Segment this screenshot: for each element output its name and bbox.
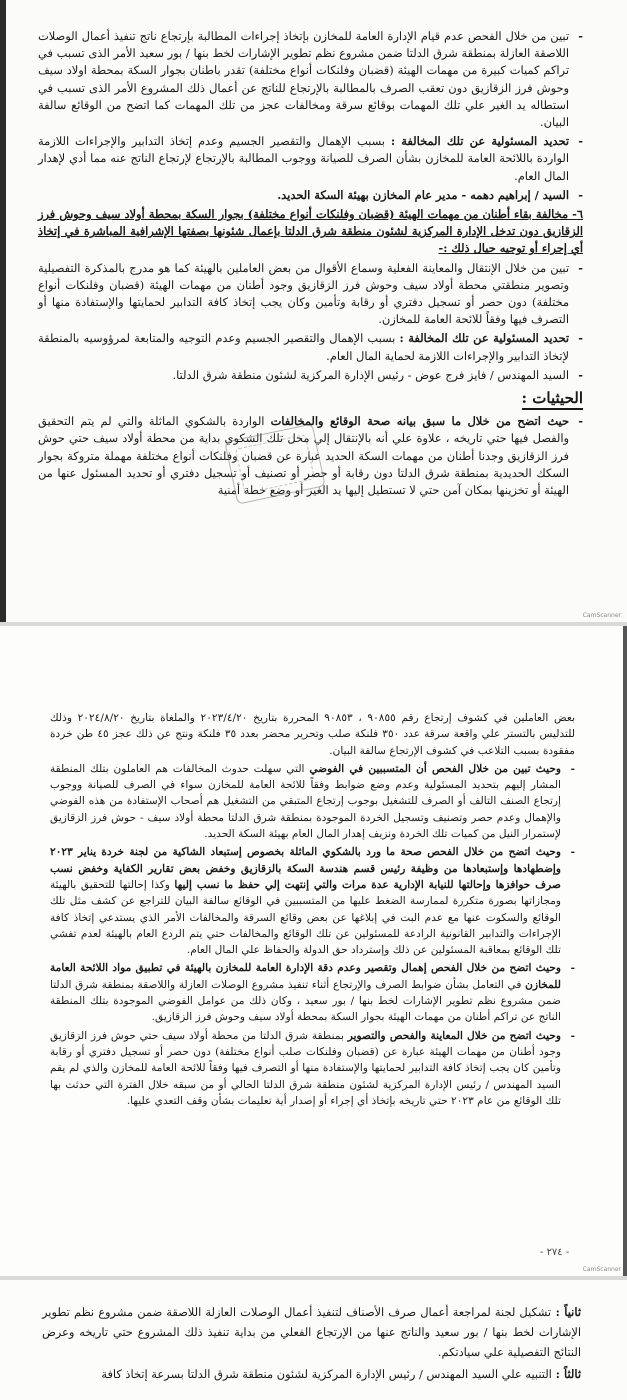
paragraph-bold-lead: ٦- مخالفة بقاء أطنان من مهمات الهيئة (قضبان وفلنكات أنواع مختلفة) بجوار السكة بمحطة أولاد سيف وحوش فرز الزقازيق دون تدخل الإدارة المركزية لشئون منطقة شرق الدلتا بإعمال شئونها بصفتها الإشرافية المباشرة في إتخاذ أي إجراء أو توجيه حيال ذلك :- (38, 207, 583, 256)
section-heading-text: الحيثيات : (522, 389, 583, 410)
paragraph (42, 1364, 581, 1384)
paragraph-text: في التعامل بشأن ضوابط الصرف والإرتجاع أثناء تنفيذ مشروع الوصلات العازلة واللاصقة بمنطقة شرق الدلتا ضمن مشروع نظم تطوير الإشارات لخط بنها / بور سعيد ، وكان ذلك من عوامل الفوضي الموجودة بتلك المنطقة الناتج عن تراكم أطنان من مهمات الهيئة بجوار السكة بمحطة أولاد سيف وحوش فرز الزقازيق. (50, 978, 561, 1024)
paragraph (50, 1028, 575, 1109)
scanner-watermark: CamScanner (582, 612, 621, 619)
paragraph-bold-lead: وحيث اتضح من خلال الفحص صحة ما ورد بالشكوي الماثلة بخصوص إستبعاد الشاكية من لجنة خردة يناير ٢٠٢٣ وإضطهادها وإستبعادها من وظيفة رئيس قسم هندسة السكة بالزقازيق وخفض بعض تقارير الكفاية وخفض نسب صرف حوافزها وإحالتها للنيابة الإدارية عدة مرات والتي إنتهت إلي حفظ ما نسب إليها (50, 846, 561, 891)
paragraph-text: السيد المهندس / فايز فرج عوض - رئيس الإدارة المركزية لشئون منطقة شرق الدلتا. (172, 367, 569, 382)
paragraph (50, 710, 575, 759)
page-3-body (42, 1302, 581, 1386)
page-number: - ٢٧٤ - (540, 1247, 570, 1258)
paragraph-bold-lead: ثانياً : (551, 1305, 581, 1319)
paragraph-text: بمنطقة شرق الدلتا من محطة أولاد سيف حتي حوش فرز الزقازيق وجود أطنان من مهمات الهيئة عبارة عن (قضبان وفلنكات صلب أنواع مختلفة) دون حصر أو تسجيل دفتري أو رقابة وتأمين كان يجب إتخاذ كافة التدابير لحمايتها والإستفادة منها أو التصرف فيها وفقاً للائحة العامة للمخازن والذي لم يقم السيد المهندس / رئيس الإدارة المركزية لشئون منطقة شرق الدلتا الحالي أو من سبقه خلال الفترة التي حدثت بها تلك الوقائع من عام ٢٠٢٣ حتي تاريخه بإتخاذ أي إجراء أو إصدار أية تعليمات بشأن وقف التعدي عليها. (50, 1029, 561, 1107)
section-heading (38, 390, 583, 407)
document-page-1 (0, 0, 627, 622)
paragraph (38, 330, 583, 364)
paragraph (38, 260, 583, 329)
document-page-3 (0, 1280, 627, 1400)
scan-edge-shadow (0, 0, 6, 622)
paragraph-text: بسبب الإهمال والتقصير الجسيم وعدم إتخاذ التدابير والإجراءات اللازمة الواردة باللائحة العامة للمخازن بشأن الصرف للصيانة ووجوب المطالبة بالإرتجاع لإرتجاع الناتج عنه مما أدي لإهدار المال العام. (38, 134, 569, 183)
paragraph-text: تبين من خلال الفحص عدم قيام الإدارة العامة للمخازن بإتخاذ إجراءات المطالبة بإرتجاع ناتج تنفيذ أعمال الوصلات اللاصقة العازلة بمنطقة شرق الدلتا ضمن مشروع نظم تطوير الإشارات لخط بنها / بور سعيد الأمر الذى تسبب في تراكم كميات كبيرة من مهمات الهيئة (قضبان وفلنكات أنواع مختلفة) تقدر باطنان بجوار السكة بمحطة اولاد سيف وحوش فرز الزقازيق دون تعقب الصرف بالمطالبة بالإرتجاع للناتج عن أعمال ذلك المشروع الأمر الذى تسبب في استطاله يد الغير علي تلك المهمات بوقائع سرقة ومخالفات عجز من تلك المهمات كما اتضح من الوقائع سالفة البيان. (38, 29, 569, 130)
paragraph (42, 1302, 581, 1362)
paragraph-text: التي سهلت حدوث المخالفات هم العاملون بتلك المنطقة المشار إليهم بتحديد المسئولية وعدم وضع ضوابط وفقاً للائحة العامة للمخازن سواء في الصرف للصيانة ووجوب إرتجاع الصنف التالف أو الصرف للتشغيل بوجوب إرتجاع المتبقي من التشغيل هم أصحاب الإستفادة من هذه الفوضي والإهمال وعدم حصر وتصنيف وتسجيل الخردة الموجودة بمنطقة شرق الدلتا محطة أولاد سيف - حوش فرز الزقازيق لإستمرار النيل من كميات تلك الخردة ونزيف إهدار المال العام بهيئة السكة الحديد. (50, 762, 561, 841)
paragraph-bold-lead: وحيث تبين من خلال الفحص أن المتسببين في الفوضي (309, 762, 561, 775)
paragraph-text: بسبب الإهمال والتقصير الجسيم وعدم التوجيه والمتابعة لمرؤوسيه بالمنطقة لإتخاذ التدابير والإجراءات اللازمة لحماية المال العام. (38, 331, 569, 363)
paragraph (50, 844, 575, 958)
paragraph-bold-lead: حيث اتضح من خلال ما سبق بيانه صحة الوقائع والمخالفات (270, 414, 570, 429)
paragraph-bold-lead: وحيث اتضح من خلال الفحص إهمال وتقصير وعدم دقة الإدارة العامة للمخازن بالهيئة في تطبيق مواد اللائحة العامة للمخازن (50, 962, 561, 991)
document-page-2 (0, 626, 627, 1276)
paragraph (50, 761, 575, 842)
paragraph-bold-lead: وحيث اتضح من خلال المعاينة والفحص والتصوير (347, 1029, 561, 1042)
paragraph (38, 206, 583, 258)
paragraph (38, 28, 583, 131)
paragraph-bold-lead: تحديد المسئولية عن تلك المخالفة : (390, 134, 569, 149)
paragraph-text: تشكيل لجنة لمراجعة أعمال صرف الأصناف لتنفيذ أعمال الوصلات العازلة اللاصقة ضمن مشروع نظم تطوير الإشارات لخط بنها / بور سعيد والناتج عنها من الإرتجاع الفعلي من بداية تنفيذ ذلك المشروع حتي تاريخه وعرض النتائج التفصيلية علي سيادتكم. (42, 1305, 581, 1359)
paragraph-bold-lead: ثالثاً : (551, 1367, 581, 1381)
paragraph-text: تبين من خلال الإنتقال والمعاينة الفعلية وسماع الأقوال من بعض العاملين بالهيئة كما هو مدرج بالمذكرة التفصيلية وتصوير منطقتي محطة أولاد سيف وحوش فرز الزقازيق وجود أطنان من مهمات الهيئة (قضبان وفلنكات أنواع مختلفة) دون حصر أو تسجيل دفتري أو رقابة وتأمين وكان يجب إتخاذ كافة التدابير لحمايتها والإستفادة منها أو التصرف فيها وفقاً للائحة العامة للمخازن. (38, 260, 569, 327)
paragraph-text: التنبيه علي السيد المهندس / رئيس الإدارة المركزية لشئون منطقة شرق الدلتا بسرعة إتخاذ كافة (101, 1367, 552, 1381)
paragraph-bold-lead: السيد / إبراهيم دهمه - مدير عام المخازن بهيئة السكة الحديد. (277, 187, 569, 202)
paragraph (50, 960, 575, 1025)
paragraph-text: وكذا إحالتها للتحقيق بالهيئة ومجازاتها بصورة متكررة لممارسة الضغط عليها من المتسببين في الوقائع سالفة البيان للتراجع عن كشف مثل تلك الوقائع والسكوت عنها مع عدم البت في إبلاغها عن بعض وقائع السرقة والمخالفات الأمر الذي يستدعي إتخاذ كافة الإجراءات والتدابير القانونية الرادعة للمسئولين عن تلك الوقائع والمخالفات حتي يتم الردع العام بالهيئة لعدم تفشي تلك الوقائع بمعاقبة المسئولين عن ذلك وإسترداد حق الدولة والحفاظ علي المال العام. (50, 878, 561, 957)
page-2-body (50, 710, 575, 1111)
paragraph (38, 367, 583, 384)
scan-edge-shadow (623, 626, 627, 1276)
scanner-watermark: CamScanner (582, 1266, 621, 1273)
paragraph (38, 187, 583, 204)
paragraph-bold-lead: تحديد المسئولية عن تلك المخالفة : (399, 331, 569, 346)
paragraph (38, 133, 583, 185)
paragraph-text: الواردة بالشكوي الماثلة والتي لم يتم التحقيق والفصل فيها حتي تاريخه ، علاوة علي أنه بالإنتقال إلي محل تلك الشكوي بداية من محطة أولاد سيف حتي حوش فرز الزقازيق وجدنا أطنان من مهمات السكة الحديد عبارة عن قضبان وفلنكات أنواع مختلفة مهملة متروكة بجوار السكك الحديدية بمنطقة شرق الدلتا دون رقابة أو حصر أو تصنيف أو تسجيل دفتري أو تحديد المسئول عنها من الهيئة أو تخزينها بمكان آمن حتي لا تستطيل إليها يد الغير أو وضع خطة أمنية (38, 414, 569, 498)
paragraph-text: بعض العاملين في كشوف إرتجاع رقم ٩٠٨٥٥ ، ٩٠٨٥٣ المحررة بتاريخ ٢٠٢٣/٤/٢٠ والملغاة بتاريخ ٢٠٢٤/٨/٢٠ وذلك للتدليس بالتستر علي واقعة سرقة عدد ٣٥٠ فلنكة صلب وتحرير محضر بعدد ٣٥ فلنكة ونتج عن ذلك عجز ٤٥ طن خردة مفقودة بسبب التلاعب في كشوف الإرتجاع سالفة البيان. (50, 712, 575, 757)
